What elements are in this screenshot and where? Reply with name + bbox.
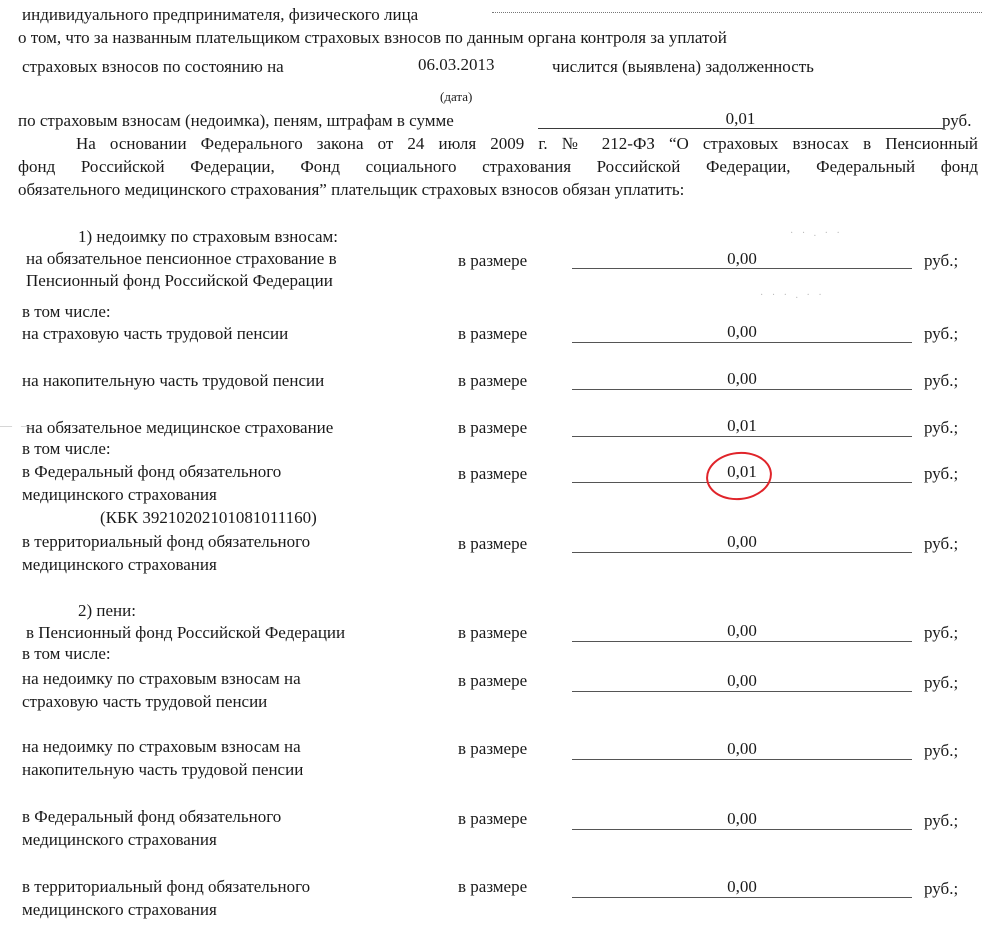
s2-pension-in-amount: в размере xyxy=(458,623,528,642)
s1-insurance-amount: 0,00 xyxy=(727,322,757,341)
s1-territorial-rub: руб.; xyxy=(924,534,959,553)
s2-pension-rub: руб.; xyxy=(924,623,959,642)
law-line-3: обязательного медицинского страхования” плательщик страховых взносов обязан уплатить: xyxy=(18,180,685,199)
s2-territorial-label-2: медицинского страхования xyxy=(22,900,217,919)
s2-federal-label-1: в Федеральный фонд обязательного xyxy=(22,807,282,826)
s2-territorial-rub: руб.; xyxy=(924,879,959,898)
s2-territorial-in-amount: в размере xyxy=(458,877,528,896)
s2-territorial-label-1: в территориальный фонд обязательного xyxy=(22,877,311,896)
s2-funded-label-2: накопительную часть трудовой пенсии xyxy=(22,760,304,779)
s2-pension-line xyxy=(572,641,912,642)
header-line-1: индивидуального предпринимателя, физического лица xyxy=(22,5,419,24)
header-line-4-prefix: по страховым взносам (недоимка), пеням, штрафам в сумме xyxy=(18,111,454,130)
total-amount: 0,01 xyxy=(725,109,756,128)
s2-funded-amount: 0,00 xyxy=(727,739,757,758)
s1-insurance-label: на страховую часть трудовой пенсии xyxy=(22,324,289,343)
s1-including-2: в том числе: xyxy=(22,439,111,458)
scan-noise-2: · · · . · · xyxy=(760,290,825,301)
s1-medical-in-amount: в размере xyxy=(458,418,528,437)
s1-territorial-in-amount: в размере xyxy=(458,534,528,553)
header-fill-line xyxy=(492,12,982,13)
s2-territorial-amount: 0,00 xyxy=(727,877,757,896)
s1-medical-line xyxy=(572,436,912,437)
s2-including: в том числе: xyxy=(22,644,111,663)
s2-funded-label-1: на недоимку по страховым взносам на xyxy=(22,737,301,756)
s1-pension-rub: руб.; xyxy=(924,251,959,270)
s1-funded-in-amount: в размере xyxy=(458,371,528,390)
total-amount-unit: руб. xyxy=(942,111,972,130)
s1-medical-label: на обязательное медицинское страхование xyxy=(26,418,334,437)
s1-federal-in-amount: в размере xyxy=(458,464,528,483)
s1-pension-line xyxy=(572,268,912,269)
s1-medical-rub: руб.; xyxy=(924,418,959,437)
s2-insurance-in-amount: в размере xyxy=(458,671,528,690)
s1-pension-in-amount: в размере xyxy=(458,251,528,270)
s1-including-1: в том числе: xyxy=(22,302,111,321)
s1-federal-amount: 0,01 xyxy=(727,462,757,481)
date-caption: (дата) xyxy=(440,89,473,104)
handwritten-circle-annotation xyxy=(704,449,775,504)
s1-kbk: (КБК 39210202101081011160) xyxy=(100,508,317,527)
section1-title: 1) недоимку по страховым взносам: xyxy=(78,227,339,246)
s2-insurance-label-1: на недоимку по страховым взносам на xyxy=(22,669,301,688)
s1-funded-line xyxy=(572,389,912,390)
header-line-2: о том, что за названным плательщиком страховых взносов по данным органа контроля за уплатой xyxy=(18,28,727,47)
s1-insurance-in-amount: в размере xyxy=(458,324,528,343)
s1-territorial-label-1: в территориальный фонд обязательного xyxy=(22,532,311,551)
s1-pension-label-2: Пенсионный фонд Российской Федерации xyxy=(26,271,333,290)
header-line-3-suffix: числится (выявлена) задолженность xyxy=(552,57,814,76)
law-line-2: фонд Российской Федерации, Фонд социального страхования Российской Федерации, Федеральный фонд xyxy=(18,157,978,176)
s2-funded-in-amount: в размере xyxy=(458,739,528,758)
s2-funded-rub: руб.; xyxy=(924,741,959,760)
s2-insurance-line xyxy=(572,691,912,692)
s1-insurance-line xyxy=(572,342,912,343)
s1-territorial-amount: 0,00 xyxy=(727,532,757,551)
s2-federal-amount: 0,00 xyxy=(727,809,757,828)
section2-title: 2) пени: xyxy=(78,601,136,620)
header-date: 06.03.2013 xyxy=(418,55,495,74)
s1-insurance-rub: руб.; xyxy=(924,324,959,343)
s2-pension-amount: 0,00 xyxy=(727,621,757,640)
s1-medical-amount: 0,01 xyxy=(727,416,757,435)
s1-territorial-label-2: медицинского страхования xyxy=(22,555,217,574)
s2-insurance-rub: руб.; xyxy=(924,673,959,692)
s1-funded-amount: 0,00 xyxy=(727,369,757,388)
s2-insurance-label-2: страховую часть трудовой пенсии xyxy=(22,692,268,711)
scan-noise-3: — — xyxy=(0,418,36,432)
s1-funded-label: на накопительную часть трудовой пенсии xyxy=(22,371,325,390)
s1-federal-label-1: в Федеральный фонд обязательного xyxy=(22,462,282,481)
scan-noise-1: · · . · · xyxy=(790,228,843,239)
s2-federal-label-2: медицинского страхования xyxy=(22,830,217,849)
s2-funded-line xyxy=(572,759,912,760)
s2-pension-label: в Пенсионный фонд Российской Федерации xyxy=(26,623,346,642)
s2-federal-line xyxy=(572,829,912,830)
s2-insurance-amount: 0,00 xyxy=(727,671,757,690)
s1-pension-amount: 0,00 xyxy=(727,249,757,268)
s1-federal-rub: руб.; xyxy=(924,464,959,483)
s2-federal-in-amount: в размере xyxy=(458,809,528,828)
s1-funded-rub: руб.; xyxy=(924,371,959,390)
s2-territorial-line xyxy=(572,897,912,898)
s1-territorial-line xyxy=(572,552,912,553)
law-line-1: На основании Федерального закона от 24 июля 2009 г. № 212-ФЗ “О страховых взносах в Пенсионный xyxy=(76,134,978,153)
header-line-3-prefix: страховых взносов по состоянию на xyxy=(22,57,284,76)
s2-federal-rub: руб.; xyxy=(924,811,959,830)
s1-federal-label-2: медицинского страхования xyxy=(22,485,217,504)
s1-pension-label-1: на обязательное пенсионное страхование в xyxy=(26,249,337,268)
